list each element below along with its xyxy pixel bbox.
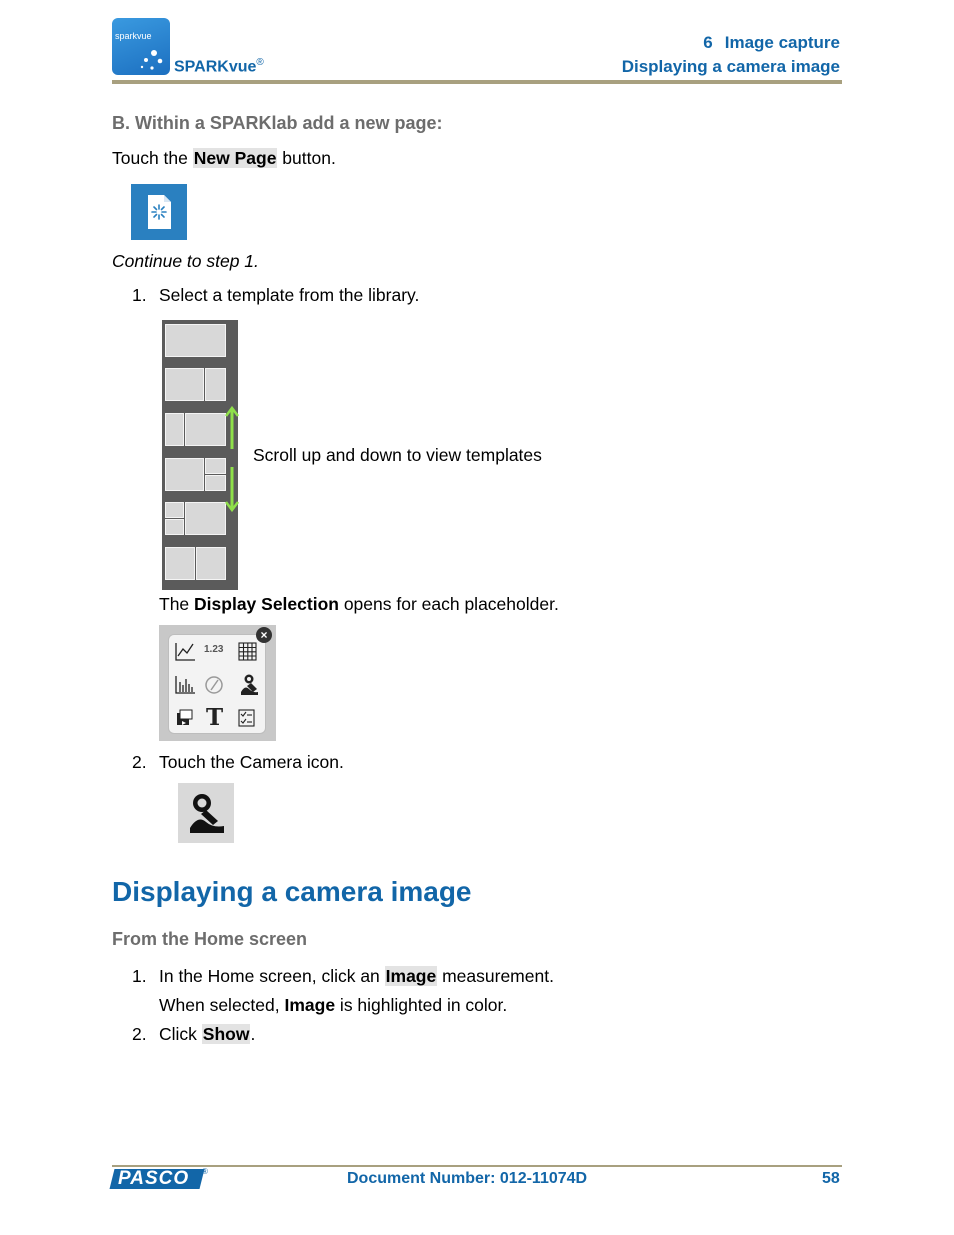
home-step-1-note: When selected, Image is highlighted in color. [159, 995, 508, 1015]
logo-word: sparkvue [115, 31, 152, 41]
template-two-col-wide-left[interactable] [165, 368, 204, 401]
gauge-icon [206, 677, 222, 693]
microscope-camera-icon[interactable] [178, 783, 234, 843]
template-two-small-main[interactable] [165, 502, 184, 518]
home-step-1-number: 1. [132, 966, 147, 986]
template-two-col-wide-left-b [205, 368, 226, 401]
page-heading: Displaying a camera image [112, 876, 472, 907]
template-two-equal-b [196, 547, 226, 580]
camera-icon [241, 675, 258, 696]
step-2-number: 2. [132, 752, 147, 772]
graph-icon [176, 643, 195, 660]
close-icon[interactable]: × [256, 627, 272, 643]
template-two-col-wide-right-b [185, 413, 226, 446]
home-step-2-number: 2. [132, 1024, 147, 1044]
pasco-logo: PASCO ® [112, 1168, 208, 1190]
text-icon: T [206, 704, 224, 731]
step-1-text: Select a template from the library. [159, 285, 420, 305]
subheading-home-screen: From the Home screen [112, 929, 308, 949]
home-step-2-text: Click Show. [159, 1024, 256, 1044]
header-rule [112, 80, 842, 84]
template-main-two-small[interactable] [165, 458, 204, 491]
template-full[interactable] [165, 324, 226, 357]
template-main-two-small-c [205, 475, 226, 491]
footer-rule [112, 1165, 842, 1167]
bar-graph-icon [176, 676, 195, 693]
template-two-col-wide-right[interactable] [165, 413, 184, 446]
step-2-text: Touch the Camera icon. [159, 752, 344, 772]
section-b-heading: B. Within a SPARKlab add a new page: [112, 113, 443, 133]
sparkvue-logo [112, 18, 170, 75]
continue-note: Continue to step 1. [112, 251, 259, 271]
document-number: Document Number: 012-11074D [347, 1170, 588, 1187]
step-1-number: 1. [132, 285, 147, 305]
table-icon [239, 643, 256, 660]
template-main-two-small-b [205, 458, 226, 474]
brand-name: SPARKvue® [174, 57, 264, 76]
media-icon [177, 710, 192, 725]
new-page-icon[interactable] [131, 184, 187, 240]
home-step-1-text: In the Home screen, click an Image measurement. [159, 966, 554, 986]
display-selection-panel [159, 625, 276, 741]
scroll-caption: Scroll up and down to view templates [253, 445, 542, 465]
touch-new-page-text: Touch the New Page button. [112, 148, 336, 168]
scroll-arrows-icon [225, 405, 239, 515]
checklist-icon [239, 710, 254, 726]
digits-icon: 1.23 [204, 644, 224, 655]
chapter-title: 6 Image capture [703, 33, 840, 52]
section-title: Displaying a camera image [621, 57, 840, 76]
template-library[interactable] [162, 320, 238, 590]
page-number: 58 [822, 1170, 840, 1187]
display-selection-text: The Display Selection opens for each placeholder. [159, 594, 559, 614]
template-two-small-main-c [185, 502, 226, 535]
template-two-equal[interactable] [165, 547, 195, 580]
template-two-small-main-b [165, 519, 184, 535]
